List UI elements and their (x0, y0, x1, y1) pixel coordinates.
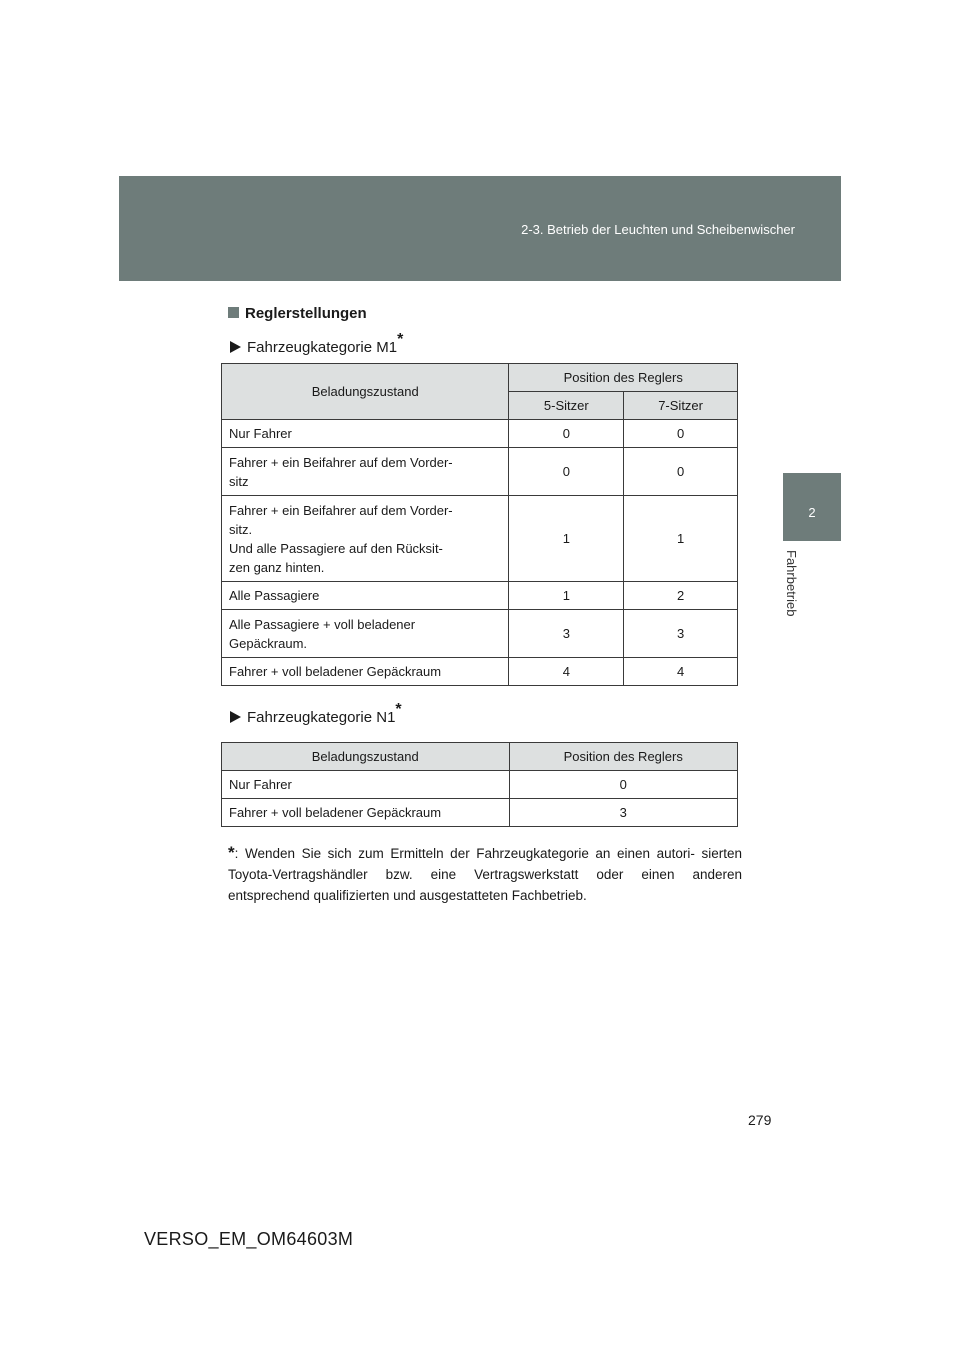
section-title-text: Reglerstellungen (245, 305, 367, 322)
square-bullet-icon (228, 307, 239, 318)
subsection-n1 (230, 703, 402, 726)
header-7-seater: 7-Sitzer (624, 392, 738, 420)
value-5-seater: 3 (509, 610, 624, 658)
cell-text-line: Nur Fahrer (229, 426, 292, 441)
chapter-tab-label-box (776, 550, 806, 630)
cell-text-line: Fahrer + ein Beifahrer auf dem Vorder- (229, 454, 453, 470)
value-7-seater: 2 (624, 582, 738, 610)
chapter-tab (783, 473, 841, 541)
footnote (228, 842, 742, 906)
table-category-n1 (221, 742, 738, 827)
page-number: 279 (748, 1112, 772, 1128)
table-row (222, 420, 738, 448)
table-category-m1 (221, 363, 738, 686)
value-5-seater: 0 (509, 420, 624, 448)
load-condition-cell (222, 420, 509, 448)
table-m1-body (222, 420, 738, 686)
cell-text-line: zen ganz hinten. (229, 559, 325, 575)
table-row (222, 610, 738, 658)
value-7-seater: 0 (624, 448, 738, 496)
footnote-marker: * (395, 701, 402, 718)
subsection-m1-label: Fahrzeugkategorie M1 (247, 339, 398, 356)
header-regulator-position: Position des Reglers (509, 364, 738, 392)
load-condition-cell (222, 610, 509, 658)
value-7-seater: 0 (624, 420, 738, 448)
cell-text-line: Fahrer + voll beladener Gepäckraum (229, 664, 442, 679)
load-condition-cell (222, 658, 509, 686)
cell-text-line: Und alle Passagiere auf den Rücksit- (229, 540, 443, 556)
value-7-seater: 3 (624, 610, 738, 658)
table-n1-body (222, 771, 738, 827)
chapter-section-title: 2-3. Betrieb der Leuchten und Scheibenwischer (521, 222, 795, 237)
chapter-header-band (119, 176, 841, 281)
cell-text-line: sitz. (229, 521, 253, 537)
chapter-number: 2 (808, 505, 816, 520)
load-condition-cell (222, 448, 509, 496)
load-condition-cell (222, 496, 509, 582)
subsection-m1 (230, 333, 403, 356)
table-row (222, 771, 738, 799)
footnote-text: : Wenden Sie sich zum Ermitteln der Fahrzeugkategorie an einen autori- sierten Toyota-Vertragshändler bzw. eine Vertragswerkstatt oder einen anderen entsprechend qualifizierten und ausgestatteten Fachbetrieb. (228, 846, 742, 903)
value-5-seater: 1 (509, 496, 624, 582)
table-row (222, 496, 738, 582)
section-title (228, 305, 367, 322)
header-load-condition: Beladungszustand (222, 364, 509, 420)
value-5-seater: 4 (509, 658, 624, 686)
cell-text-line: Alle Passagiere (229, 588, 320, 603)
regulator-position-value: 0 (509, 771, 738, 799)
header-5-seater: 5-Sitzer (509, 392, 624, 420)
value-5-seater: 1 (509, 582, 624, 610)
header-load-condition: Beladungszustand (222, 743, 510, 771)
value-5-seater: 0 (509, 448, 624, 496)
cell-text-line: Alle Passagiere + voll beladener (229, 616, 416, 632)
cell-text-line: Fahrer + ein Beifahrer auf dem Vorder- (229, 502, 453, 518)
load-condition-cell: Fahrer + voll beladener Gepäckraum (222, 799, 510, 827)
subsection-n1-label: Fahrzeugkategorie N1 (247, 709, 396, 726)
table-row (222, 448, 738, 496)
table-row (222, 658, 738, 686)
triangle-bullet-icon (230, 711, 241, 723)
table-row (222, 582, 738, 610)
load-condition-cell (222, 582, 509, 610)
load-condition-cell: Nur Fahrer (222, 771, 510, 799)
chapter-tab-label: Fahrbetrieb (784, 550, 799, 617)
value-7-seater: 4 (624, 658, 738, 686)
cell-text-line: sitz (229, 473, 249, 489)
document-code: VERSO_EM_OM64603M (144, 1229, 354, 1249)
header-regulator-position: Position des Reglers (509, 743, 738, 771)
regulator-position-value: 3 (509, 799, 738, 827)
footnote-marker: * (397, 331, 404, 348)
table-row (222, 799, 738, 827)
triangle-bullet-icon (230, 341, 241, 353)
value-7-seater: 1 (624, 496, 738, 582)
footnote-star: * (228, 843, 235, 862)
cell-text-line: Gepäckraum. (229, 635, 308, 651)
